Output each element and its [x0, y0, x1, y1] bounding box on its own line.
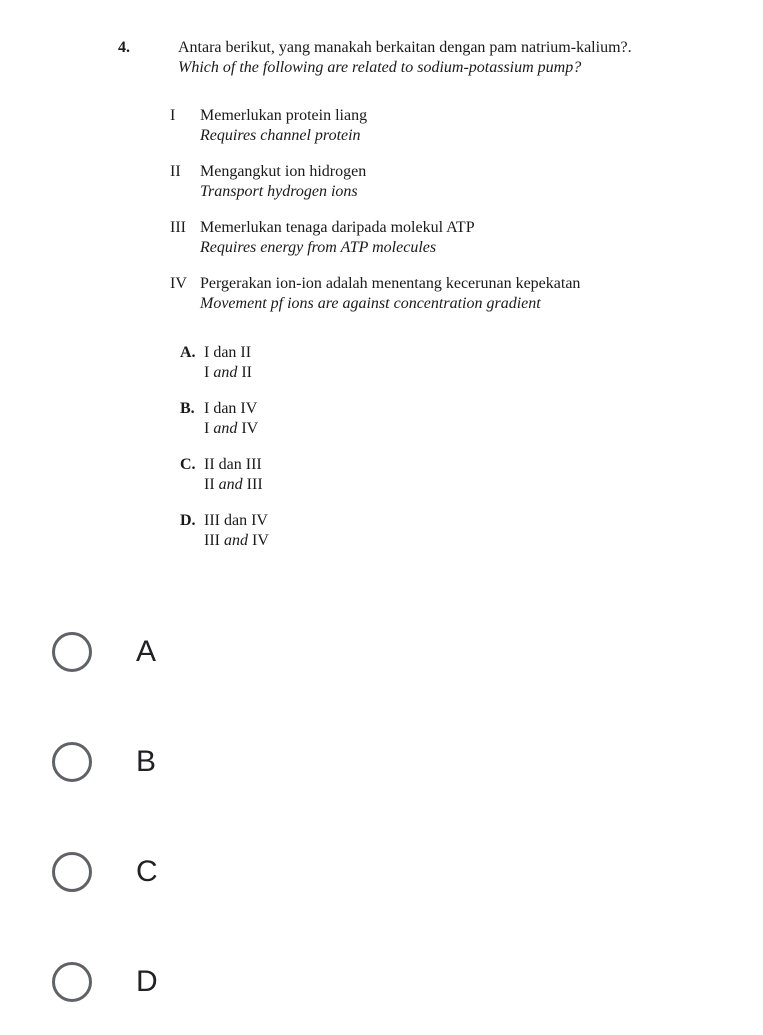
statement-english: Transport hydrogen ions	[200, 183, 358, 200]
statement-malay: Mengangkut ion hidrogen	[200, 163, 367, 180]
option-and: and	[223, 532, 248, 549]
choice-a[interactable]	[52, 632, 156, 672]
option-letter: A.	[180, 344, 196, 361]
option-a: II	[204, 476, 215, 493]
choice-b[interactable]	[52, 742, 156, 782]
option-malay: II dan III	[204, 456, 262, 473]
option-and: and	[213, 420, 238, 437]
statement-numeral: I	[170, 107, 176, 124]
statement-malay: Pergerakan ion-ion adalah menentang kecerunan kepekatan	[200, 275, 581, 292]
statement-numeral: III	[170, 219, 186, 236]
choice-label: D	[136, 965, 158, 998]
question-stem	[178, 38, 632, 78]
choice-d[interactable]	[52, 962, 158, 1002]
statement-malay: Memerlukan tenaga daripada molekul ATP	[200, 219, 475, 236]
choice-c[interactable]	[52, 852, 158, 892]
choice-label: C	[136, 855, 158, 888]
option-malay: I dan IV	[204, 400, 258, 417]
option-b: IV	[241, 420, 259, 437]
option-malay: III dan IV	[204, 512, 268, 529]
option-b: IV	[251, 532, 269, 549]
option-a: I	[204, 364, 210, 381]
radio-button-icon[interactable]	[52, 852, 92, 892]
option-b: III	[246, 476, 263, 493]
option-and: and	[213, 364, 238, 381]
statement-numeral: II	[170, 163, 181, 180]
radio-button-icon[interactable]	[52, 742, 92, 782]
option-a: III	[204, 532, 220, 549]
option-b: II	[241, 364, 252, 381]
statement-english: Movement pf ions are against concentration gradient	[200, 295, 541, 312]
option-letter: B.	[180, 400, 195, 417]
radio-button-icon[interactable]	[52, 962, 92, 1002]
choice-label: A	[136, 635, 157, 668]
option-malay: I dan II	[204, 344, 252, 361]
statement-english: Requires channel protein	[200, 127, 361, 144]
option-a: I	[204, 420, 210, 437]
stem-english: Which of the following are related to sodium-potassium pump?	[178, 59, 582, 76]
choice-label: B	[136, 745, 157, 778]
option-and: and	[218, 476, 243, 493]
radio-button-icon[interactable]	[52, 632, 92, 672]
question-number: 4.	[118, 39, 130, 56]
option-letter: D.	[180, 512, 196, 529]
statement-malay: Memerlukan protein liang	[200, 107, 368, 124]
option-letter: C.	[180, 456, 196, 473]
statement-numeral: IV	[170, 275, 187, 292]
stem-malay: Antara berikut, yang manakah berkaitan dengan pam natrium-kalium?.	[178, 39, 632, 56]
statement-english: Requires energy from ATP molecules	[200, 239, 437, 256]
